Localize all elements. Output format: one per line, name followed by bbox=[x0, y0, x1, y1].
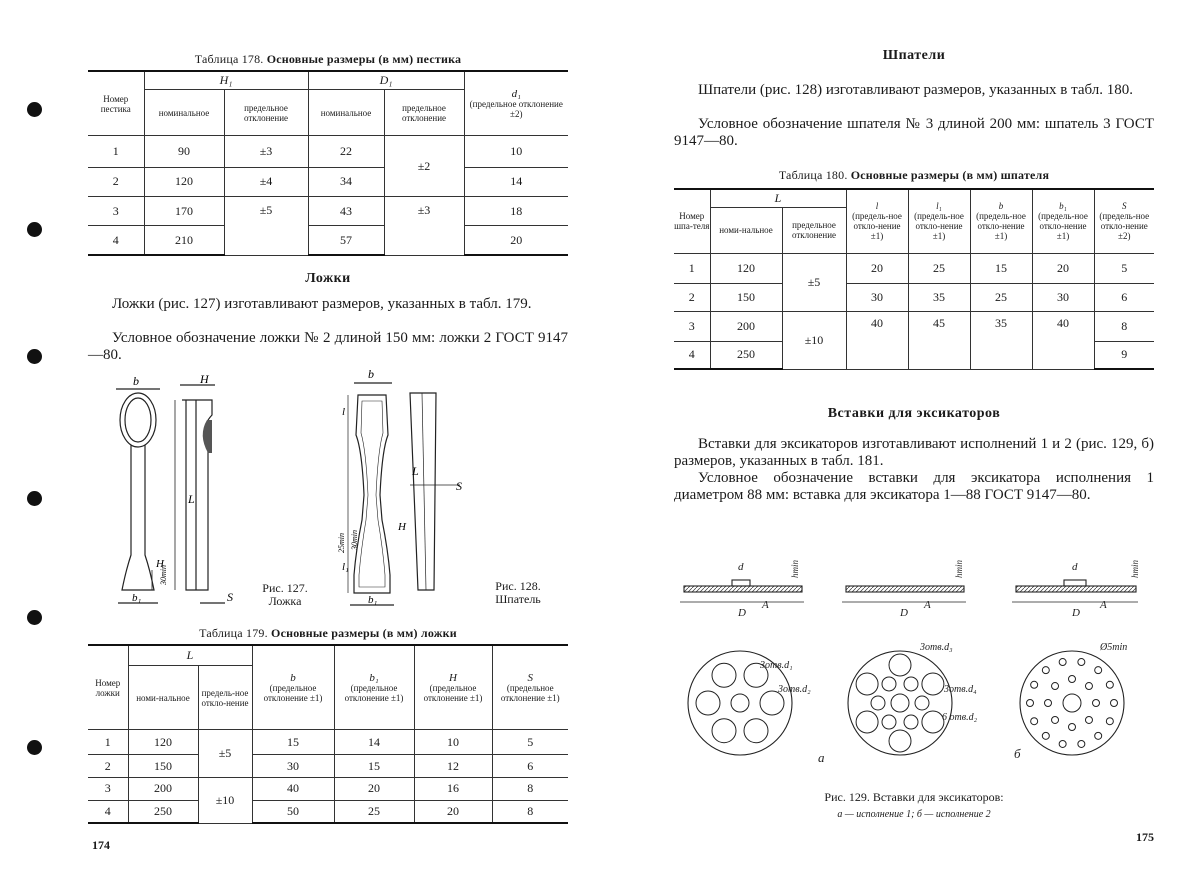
hole bbox=[922, 673, 944, 695]
col-header-deviation: предельное отклонение bbox=[384, 90, 464, 136]
col-header-L: L bbox=[710, 189, 846, 207]
cell: 5 bbox=[492, 730, 568, 755]
cell: 4 bbox=[88, 226, 144, 255]
hole bbox=[856, 673, 878, 695]
cell: 20 bbox=[414, 800, 492, 823]
hole bbox=[1106, 681, 1113, 688]
cell: 40 bbox=[1032, 311, 1094, 369]
hole bbox=[1042, 732, 1049, 739]
cell: 15 bbox=[970, 253, 1032, 283]
dim-label-b: b bbox=[133, 374, 139, 388]
dim-label-b1: b₁ bbox=[132, 592, 142, 604]
binder-hole bbox=[27, 610, 42, 625]
table-row bbox=[88, 167, 568, 196]
cell: 45 bbox=[908, 311, 970, 369]
dim-label-S: S bbox=[456, 479, 462, 493]
dim-label-b1: b₁ bbox=[368, 594, 378, 606]
hole bbox=[712, 719, 736, 743]
dim-label-b: b bbox=[368, 367, 374, 381]
right-page bbox=[600, 0, 1200, 882]
cell: 40 bbox=[252, 777, 334, 800]
hole bbox=[871, 696, 885, 710]
paragraph: Шпатели (рис. 128) изготавливают размеров, указанных в табл. 180. bbox=[698, 82, 1134, 98]
cell: 200 bbox=[128, 777, 198, 800]
table-row bbox=[88, 777, 568, 800]
label-d: d bbox=[1072, 561, 1078, 573]
label-hmin: hmin bbox=[954, 560, 964, 578]
col-header-nominal: номи-нальное bbox=[128, 666, 198, 730]
label-holes-d1: 3отв.d₁ bbox=[760, 660, 793, 671]
cell: 20 bbox=[846, 253, 908, 283]
cell: 3 bbox=[674, 311, 710, 341]
dim-label-L: L bbox=[188, 492, 195, 506]
cell: 200 bbox=[710, 311, 782, 341]
hole bbox=[1052, 716, 1059, 723]
hole bbox=[891, 694, 909, 712]
table-row bbox=[88, 226, 568, 255]
hole bbox=[1069, 676, 1076, 683]
dim-label-30min: 30min bbox=[159, 565, 168, 585]
hole bbox=[696, 691, 720, 715]
col-header-b1: b₁ (предель-ное откло-нение ±1) bbox=[1032, 189, 1094, 253]
dim-label-H: H bbox=[200, 372, 209, 386]
cell: 25 bbox=[908, 253, 970, 283]
col-header-D1: D₁ bbox=[308, 71, 464, 90]
hole bbox=[731, 694, 749, 712]
hole bbox=[1031, 681, 1038, 688]
figure-128-spatula bbox=[330, 365, 480, 610]
cell: 170 bbox=[144, 196, 224, 225]
table178-caption: Таблица 178. Основные размеры (в мм) пестика bbox=[194, 52, 462, 66]
cell: 2 bbox=[88, 755, 128, 778]
hole bbox=[1095, 732, 1102, 739]
cell: 1 bbox=[88, 136, 144, 167]
section-heading-inserts: Вставки для эксикаторов bbox=[827, 406, 1001, 421]
col-header-num: Номер пестика bbox=[88, 71, 144, 136]
hole bbox=[712, 663, 736, 687]
cell: ±5 bbox=[198, 730, 252, 778]
paragraph: Условное обозначение шпателя № 3 длиной 200 мм: шпатель 3 ГОСТ 9147—80. bbox=[674, 116, 1154, 149]
col-header-H1: H₁ bbox=[144, 71, 308, 90]
table-180 bbox=[674, 188, 1154, 370]
col-header-H: H (предельное отклонение ±1) bbox=[414, 645, 492, 730]
cell: 10 bbox=[414, 730, 492, 755]
hole bbox=[1059, 740, 1066, 747]
cell: 30 bbox=[1032, 283, 1094, 311]
cell: ±2 bbox=[384, 136, 464, 197]
dim-label-l: l bbox=[342, 406, 346, 418]
label-D: D bbox=[1072, 607, 1080, 619]
label-holes-5min: Ø5min bbox=[1100, 642, 1128, 653]
cell: 8 bbox=[492, 777, 568, 800]
cell: 8 bbox=[492, 800, 568, 823]
spatula-drawing bbox=[330, 365, 480, 610]
label-holes-d3: 3отв.d₃ bbox=[920, 642, 953, 653]
cell: 20 bbox=[464, 226, 568, 255]
cell: 120 bbox=[128, 730, 198, 755]
hole bbox=[1027, 700, 1034, 707]
hole bbox=[1042, 667, 1049, 674]
cell: 4 bbox=[674, 341, 710, 369]
table-row bbox=[88, 196, 568, 225]
col-header-nominal: номинальное bbox=[144, 90, 224, 136]
cell: 20 bbox=[334, 777, 414, 800]
hole bbox=[1085, 683, 1092, 690]
col-header-b1: b₁ (предельное отклонение ±1) bbox=[334, 645, 414, 730]
hole bbox=[922, 711, 944, 733]
cell: 120 bbox=[144, 167, 224, 196]
cell: ±10 bbox=[782, 311, 846, 369]
cell: 25 bbox=[970, 283, 1032, 311]
cell: 120 bbox=[710, 253, 782, 283]
dim-label-H2: H bbox=[156, 558, 164, 570]
dim-label-30min: 30min bbox=[350, 530, 359, 550]
col-header-deviation: предельное отклонение bbox=[782, 207, 846, 253]
hole bbox=[1095, 667, 1102, 674]
cell: 18 bbox=[464, 196, 568, 225]
hole bbox=[1111, 700, 1118, 707]
hole bbox=[744, 719, 768, 743]
cell: 43 bbox=[308, 196, 384, 225]
cell: 10 bbox=[464, 136, 568, 167]
table-row bbox=[88, 730, 568, 755]
hole bbox=[889, 730, 911, 752]
cell: 5 bbox=[1094, 253, 1154, 283]
cell: ±4 bbox=[224, 167, 308, 196]
label-D: D bbox=[900, 607, 908, 619]
col-header-l: l (предель-ное откло-нение ±1) bbox=[846, 189, 908, 253]
hole bbox=[889, 654, 911, 676]
paragraph: Ложки (рис. 127) изготавливают размеров, указанных в табл. 179. bbox=[112, 296, 532, 312]
col-header-num: Номер ложки bbox=[88, 645, 128, 730]
hole bbox=[1052, 683, 1059, 690]
cell: 35 bbox=[908, 283, 970, 311]
dim-label-L: L bbox=[412, 464, 419, 478]
section-heading-spoons: Ложки bbox=[305, 271, 351, 286]
paragraph: Вставки для эксикаторов изготавливают исполнений 1 и 2 (рис. 129, б) размеров, указанных в табл. 181. bbox=[674, 436, 1154, 469]
cell: ±10 bbox=[198, 777, 252, 823]
paragraph: Условное обозначение ложки № 2 длиной 150 мм: ложки 2 ГОСТ 9147—80. bbox=[88, 330, 568, 363]
cell: 40 bbox=[846, 311, 908, 369]
table-row bbox=[674, 311, 1154, 341]
col-header-num: Номер шпа-теля bbox=[674, 189, 710, 253]
label-hmin: hmin bbox=[1130, 560, 1140, 578]
cell: 50 bbox=[252, 800, 334, 823]
binder-hole bbox=[27, 349, 42, 364]
table-row bbox=[88, 755, 568, 778]
col-header-d1: d₁ (предельное отклонение ±2) bbox=[464, 71, 568, 136]
cell: 8 bbox=[1094, 311, 1154, 341]
dim-label-H: H bbox=[398, 521, 406, 533]
cell: ±3 bbox=[384, 196, 464, 255]
hole bbox=[1059, 659, 1066, 666]
label-holes-d4: 3отв.d₄ bbox=[944, 684, 977, 695]
cell: 14 bbox=[334, 730, 414, 755]
label-holes-d2: 6 отв.d₂ bbox=[942, 712, 978, 723]
table-178 bbox=[88, 70, 568, 256]
dim-label-l1: l₁ bbox=[342, 561, 349, 573]
col-header-deviation: предельное отклонение bbox=[224, 90, 308, 136]
label-A: A bbox=[762, 599, 769, 611]
cell: 3 bbox=[88, 196, 144, 225]
cell: 2 bbox=[88, 167, 144, 196]
cell: 20 bbox=[1032, 253, 1094, 283]
cell: 14 bbox=[464, 167, 568, 196]
label-d: d bbox=[738, 561, 744, 573]
hole bbox=[1031, 718, 1038, 725]
hole bbox=[1085, 716, 1092, 723]
cell: 1 bbox=[88, 730, 128, 755]
hole bbox=[1063, 694, 1081, 712]
cell: 250 bbox=[710, 341, 782, 369]
cell: 210 bbox=[144, 226, 224, 255]
inserts-drawing bbox=[680, 540, 1160, 780]
label-D: D bbox=[738, 607, 746, 619]
label-A: A bbox=[1100, 599, 1107, 611]
spoon-drawing bbox=[100, 372, 260, 610]
figure-129-caption: Рис. 129. Вставки для эксикаторов: bbox=[824, 790, 1004, 804]
figure-129-subcaption: а — исполнение 1; б — исполнение 2 bbox=[837, 809, 991, 820]
cell: 30 bbox=[846, 283, 908, 311]
hole bbox=[904, 715, 918, 729]
cell: 150 bbox=[710, 283, 782, 311]
table-row bbox=[88, 800, 568, 823]
cell: ±5 bbox=[782, 253, 846, 311]
dim-label-S: S bbox=[227, 590, 233, 604]
dim-label-25min: 25min bbox=[337, 533, 346, 553]
table-row bbox=[674, 283, 1154, 311]
binder-hole bbox=[27, 740, 42, 755]
cell: 1 bbox=[674, 253, 710, 283]
paragraph: Условное обозначение вставки для эксикатора исполнения 1 диаметром 88 мм: вставка для эксикатора 1—88 ГОСТ 9147—80. bbox=[674, 470, 1154, 503]
cell: 15 bbox=[252, 730, 334, 755]
col-header-deviation: предель-ное откло-нение bbox=[198, 666, 252, 730]
cell: 12 bbox=[414, 755, 492, 778]
col-header-l1: l₁ (предель-ное откло-нение ±1) bbox=[908, 189, 970, 253]
cell: 30 bbox=[252, 755, 334, 778]
col-header-L: L bbox=[128, 645, 252, 666]
hole bbox=[915, 696, 929, 710]
table-179 bbox=[88, 644, 568, 824]
cell: 34 bbox=[308, 167, 384, 196]
cell: 57 bbox=[308, 226, 384, 255]
col-header-b: b (предель-ное откло-нение ±1) bbox=[970, 189, 1032, 253]
cell: 90 bbox=[144, 136, 224, 167]
hole bbox=[882, 677, 896, 691]
col-header-b: b (предельное отклонение ±1) bbox=[252, 645, 334, 730]
sub-label-a: а bbox=[818, 750, 825, 765]
hole bbox=[1078, 740, 1085, 747]
cell: 15 bbox=[334, 755, 414, 778]
cell: 16 bbox=[414, 777, 492, 800]
hole bbox=[1093, 700, 1100, 707]
section-heading-spatulas: Шпатели bbox=[882, 48, 946, 63]
cell: 22 bbox=[308, 136, 384, 167]
cell: 150 bbox=[128, 755, 198, 778]
label-hmin: hmin bbox=[790, 560, 800, 578]
cell: 35 bbox=[970, 311, 1032, 369]
cell: 9 bbox=[1094, 341, 1154, 369]
cell: 3 bbox=[88, 777, 128, 800]
sub-label-b: б bbox=[1014, 746, 1021, 761]
col-header-nominal: номи-нальное bbox=[710, 207, 782, 253]
col-header-nominal: номинальное bbox=[308, 90, 384, 136]
cell: 250 bbox=[128, 800, 198, 823]
hole bbox=[882, 715, 896, 729]
label-A: A bbox=[924, 599, 931, 611]
hole bbox=[856, 711, 878, 733]
cell: ±5 bbox=[224, 196, 308, 255]
table-row bbox=[674, 253, 1154, 283]
page-number: 174 bbox=[92, 838, 110, 852]
figure-127-caption: Рис. 127. Ложка bbox=[262, 581, 308, 608]
figure-128-caption: Рис. 128. Шпатель bbox=[495, 579, 541, 606]
table179-caption: Таблица 179. Основные размеры (в мм) ложки bbox=[199, 626, 457, 640]
figure-127-spoon bbox=[100, 372, 260, 610]
cell: 6 bbox=[1094, 283, 1154, 311]
binder-hole bbox=[27, 222, 42, 237]
col-header-S: S (предель-ное откло-нение ±2) bbox=[1094, 189, 1154, 253]
hole bbox=[1078, 659, 1085, 666]
figure-129-inserts bbox=[680, 540, 1160, 780]
hole bbox=[1106, 718, 1113, 725]
cell: 4 bbox=[88, 800, 128, 823]
binder-hole bbox=[27, 102, 42, 117]
cell: 25 bbox=[334, 800, 414, 823]
hole bbox=[1069, 724, 1076, 731]
hole bbox=[904, 677, 918, 691]
label-holes-d2: 3отв.d₂ bbox=[778, 684, 811, 695]
cell: 2 bbox=[674, 283, 710, 311]
hole bbox=[1045, 700, 1052, 707]
cell: ±3 bbox=[224, 136, 308, 167]
page-number: 175 bbox=[1136, 830, 1154, 844]
col-header-S: S (предельное отклонение ±1) bbox=[492, 645, 568, 730]
table180-caption: Таблица 180. Основные размеры (в мм) шпателя bbox=[778, 168, 1050, 182]
binder-hole bbox=[27, 491, 42, 506]
cell: 6 bbox=[492, 755, 568, 778]
table-row bbox=[88, 136, 568, 167]
